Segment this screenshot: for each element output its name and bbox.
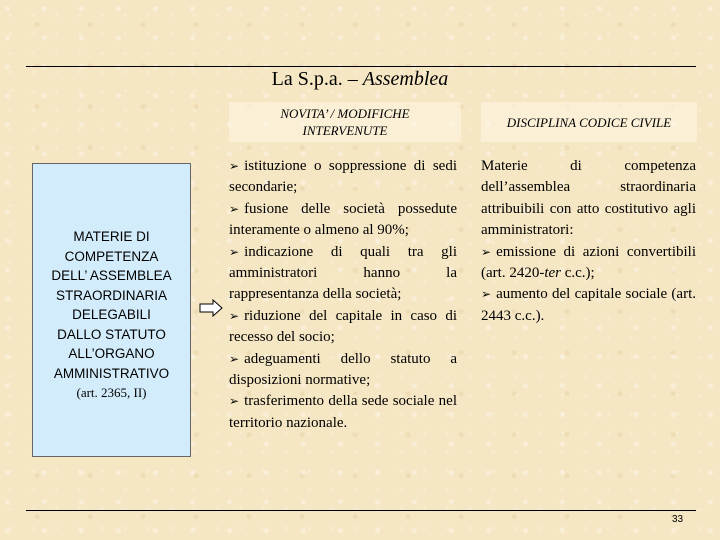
top-rule <box>26 66 696 67</box>
box-line: DALLO STATUTO <box>57 326 166 342</box>
page-title <box>0 68 720 91</box>
civil-code-item: ➢ aumento del capitale sociale (art. 2443 c.c.). <box>481 286 696 324</box>
header-changes-label: NOVITA’ / MODIFICHE INTERVENUTE <box>280 106 410 138</box>
box-line: AMMINISTRATIVO <box>53 365 170 381</box>
box-line: ALL’ORGANO <box>68 346 155 362</box>
arrow-bullet-icon: ➢ <box>481 244 492 259</box>
arrow-bullet-icon: ➢ <box>229 244 240 259</box>
arrow-bullet-icon: ➢ <box>229 201 240 216</box>
box-reference: (art. 2365, II) <box>76 385 147 401</box>
box-line: MATERIE DI <box>73 229 150 245</box>
civil-code-intro: Materie di competenza dell’assemblea straordinaria attribuibili con atto costitutivo agli amministratori: <box>481 158 696 239</box>
box-line: COMPETENZA <box>64 248 159 264</box>
bottom-rule <box>26 510 696 511</box>
page-number: 33 <box>672 514 684 525</box>
civil-code-item: ➢ emissione di azioni convertibili (art. 2420-ter c.c.); <box>481 243 696 282</box>
arrow-bullet-icon: ➢ <box>229 159 240 173</box>
header-civil-code-label: DISCIPLINA CODICE CIVILE <box>506 114 672 130</box>
arrow-bullet-icon: ➢ <box>481 287 492 302</box>
list-item: ➢ adeguamenti dello statuto a disposizioni normative; <box>229 350 457 389</box>
box-line: STRAORDINARIA <box>55 287 167 303</box>
civil-code-text <box>481 156 696 327</box>
arrow-bullet-icon: ➢ <box>229 308 240 323</box>
delegable-matters-box <box>32 163 191 457</box>
title-main: La S.p.a. – <box>271 68 363 90</box>
box-line: DELEGABILI <box>72 307 151 323</box>
changes-list <box>229 156 457 434</box>
title-italic: Assemblea <box>362 68 449 90</box>
list-item: ➢ indicazione di quali tra gli amministratori hanno la rappresentanza della società; <box>229 243 457 303</box>
box-line: DELL’ ASSEMBLEA <box>51 268 172 284</box>
header-civil-code <box>481 102 697 142</box>
header-changes <box>229 102 461 142</box>
arrow-bullet-icon: ➢ <box>229 394 240 409</box>
arrow-bullet-icon: ➢ <box>229 351 240 366</box>
list-item: ➢ riduzione del capitale in caso di recesso del socio; <box>229 307 457 346</box>
list-item: ➢ istituzione o soppressione di sedi secondarie; <box>229 158 457 196</box>
right-arrow-icon <box>199 299 223 317</box>
list-item: ➢ fusione delle società possedute interamente o almeno al 90%; <box>229 200 457 239</box>
list-item: ➢ trasferimento della sede sociale nel territorio nazionale. <box>229 393 457 431</box>
